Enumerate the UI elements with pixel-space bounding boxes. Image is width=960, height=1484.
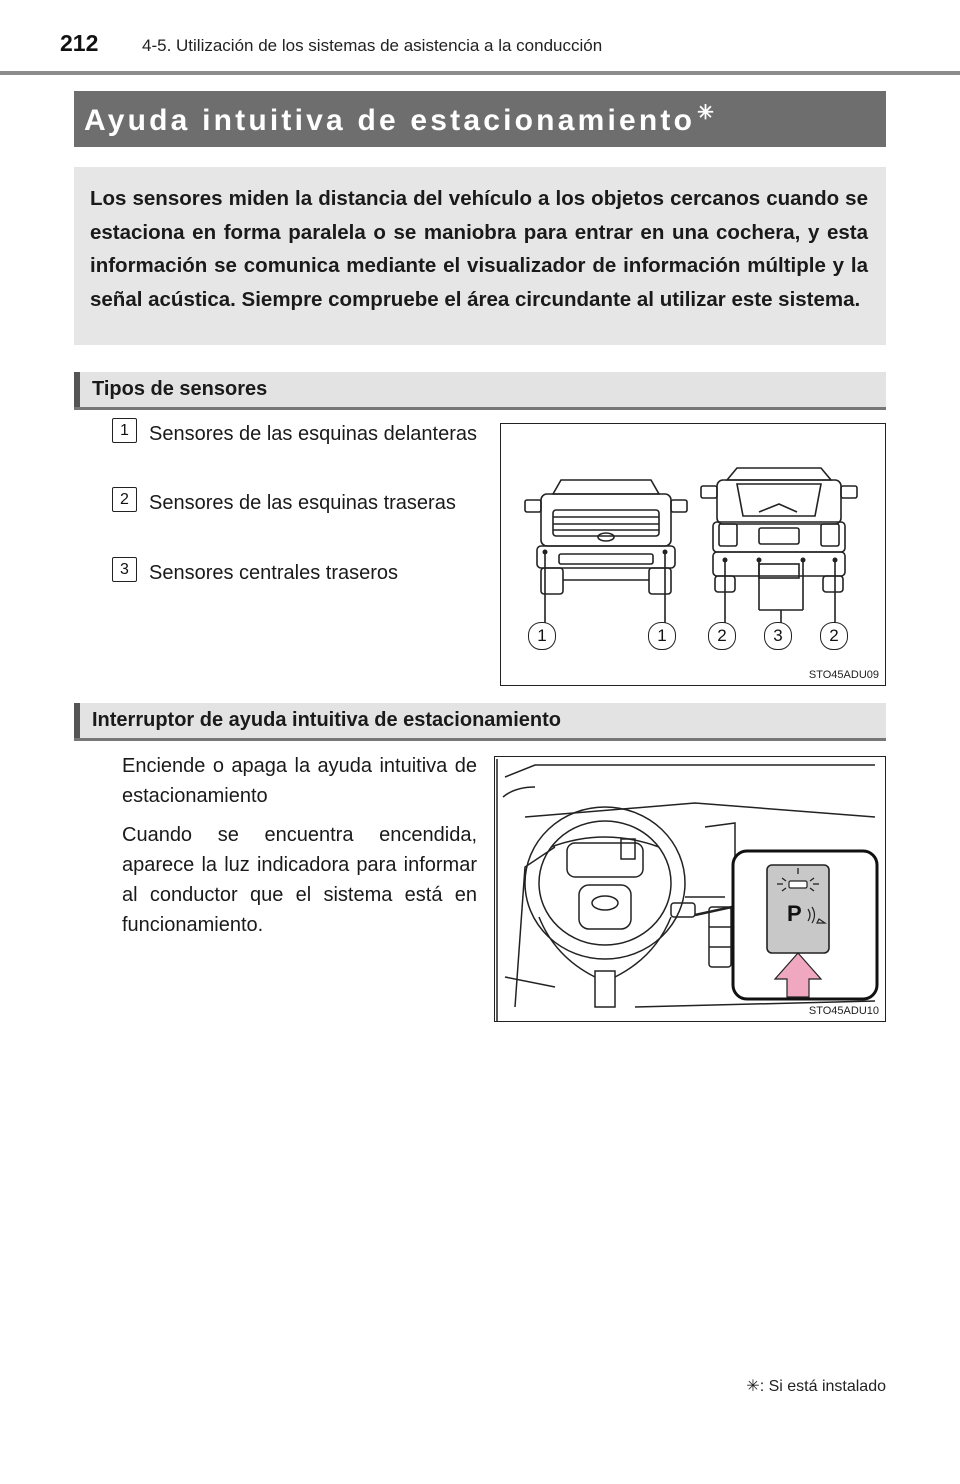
- item-number-3: 3: [112, 557, 137, 582]
- footnote: [746, 1376, 886, 1396]
- figure-code: STO45ADU09: [808, 669, 879, 681]
- subhead-sensor-types: [74, 372, 886, 410]
- callout-2b: 2: [820, 622, 848, 650]
- sensor-item-2: Sensores de las esquinas traseras: [149, 492, 456, 514]
- subhead-switch-text: Interruptor de ayuda intuitiva de estacionamiento: [92, 709, 561, 731]
- sensor-item-1: Sensores de las esquinas delanteras: [149, 423, 477, 445]
- subhead-switch: [74, 703, 886, 741]
- switch-paragraph-1: Enciende o apaga la ayuda intuitiva de estacionamiento: [122, 755, 477, 807]
- parking-assist-button-label: P: [787, 901, 802, 926]
- dashboard-illustration: [495, 757, 885, 1021]
- figure-code-2: STO45ADU10: [808, 1005, 879, 1017]
- asterisk-icon-footnote: ✳: [746, 1378, 760, 1395]
- callout-2a: 2: [708, 622, 736, 650]
- section-title: [84, 100, 717, 138]
- chapter-header: 4-5. Utilización de los sistemas de asistencia a la conducción: [142, 36, 603, 55]
- intro-box: [74, 167, 886, 345]
- switch-paragraph-2: Cuando se encuentra encendida, aparece la luz indicadora para informar al conductor que el sistema está en funcionamiento.: [122, 824, 477, 936]
- item-number-1: 1: [112, 418, 137, 443]
- subhead-sensor-types-text: Tipos de sensores: [92, 378, 268, 400]
- intro-text: Los sensores miden la distancia del vehículo a los objetos cercanos cuando se estaciona en forma paralela o se maniobra para entrar en una cochera, y esta información se comunica mediante el visualizador de información múltiple y la señal acústica. Siempre compruebe el área circundante al utilizar este sistema.: [90, 187, 868, 311]
- item-number-2: 2: [112, 487, 137, 512]
- switch-figure: [494, 756, 886, 1022]
- page-number: 212: [60, 30, 99, 56]
- section-title-text: Ayuda intuitiva de estacionamiento: [84, 104, 696, 137]
- callout-1a: 1: [528, 622, 556, 650]
- sensor-figure: [500, 423, 886, 686]
- footnote-text: : Si está instalado: [759, 1378, 886, 1395]
- header-rule: [0, 71, 960, 75]
- callout-1b: 1: [648, 622, 676, 650]
- asterisk-icon: ✳: [697, 102, 718, 124]
- sensor-item-3: Sensores centrales traseros: [149, 562, 399, 584]
- callout-3: 3: [764, 622, 792, 650]
